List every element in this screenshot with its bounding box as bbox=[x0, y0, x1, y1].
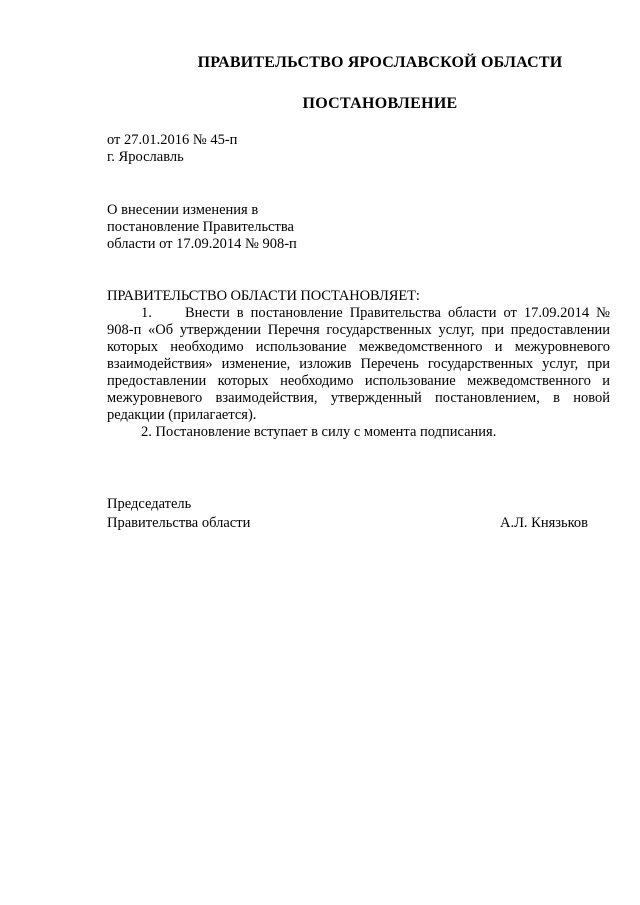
item-1 bbox=[107, 305, 610, 424]
item-1-number: 1. bbox=[141, 305, 152, 321]
subject-line-3: области от 17.09.2014 № 908-п bbox=[107, 236, 297, 252]
decree-lead: ПРАВИТЕЛЬСТВО ОБЛАСТИ ПОСТАНОВЛЯЕТ: bbox=[107, 288, 420, 304]
subject-line-1: О внесении изменения в bbox=[107, 202, 259, 218]
document-meta bbox=[107, 132, 237, 166]
signatory-title-line-1: Председатель bbox=[107, 496, 192, 512]
organization-title: ПРАВИТЕЛЬСТВО ЯРОСЛАВСКОЙ ОБЛАСТИ bbox=[197, 54, 563, 71]
item-2: 2. Постановление вступает в силу с момента подписания. bbox=[141, 424, 497, 440]
signatory-title-line-2: Правительства области bbox=[107, 515, 251, 531]
document-subject bbox=[107, 202, 347, 253]
signatory-name: А.Л. Князьков bbox=[499, 515, 588, 531]
city: г. Ярославль bbox=[107, 149, 184, 165]
document-type-title: ПОСТАНОВЛЕНИЕ bbox=[302, 95, 458, 112]
document-body bbox=[107, 288, 610, 441]
subject-line-2: постановление Правительства bbox=[107, 219, 294, 235]
item-1-text: Внести в постановление Правительства области от 17.09.2014 № 908-п «Об утверждении Перечня государственных услуг, при предоставлении которых необходимо использование межведомственного и межуровневого взаимодействия» изменение, изложив Перечень государственных услуг, при предоставлении которых необходимо использование межведомственного и межуровневого взаимодействия, утвержденный постановлением, в новой редакции (прилагается). bbox=[107, 305, 610, 423]
date-number: от 27.01.2016 № 45-п bbox=[107, 132, 238, 148]
signatory-title bbox=[107, 495, 250, 533]
